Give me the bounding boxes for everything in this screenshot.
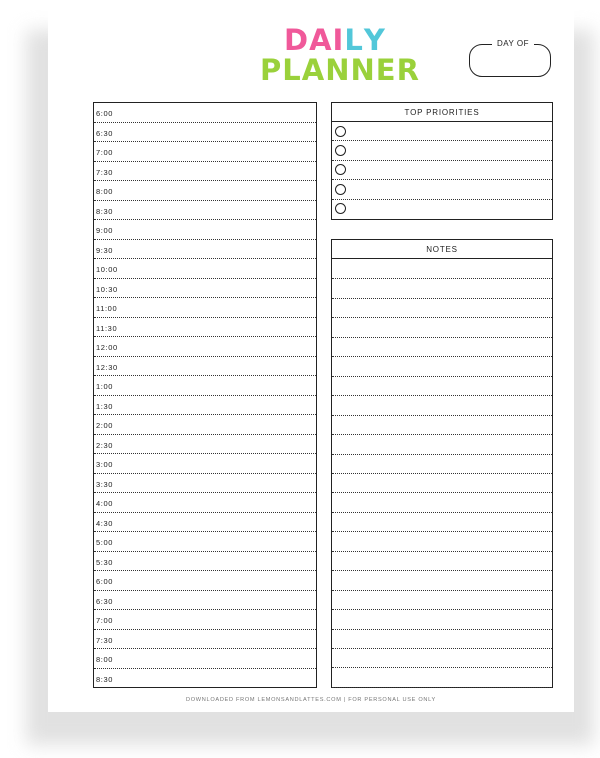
notes-line[interactable] — [332, 278, 552, 279]
time-label: 3:00 — [96, 460, 113, 469]
top-priorities-box — [331, 102, 553, 220]
time-label: 11:00 — [96, 304, 118, 313]
schedule-row[interactable] — [94, 318, 316, 338]
notes-line[interactable] — [332, 492, 552, 493]
time-label: 5:30 — [96, 557, 113, 567]
notes-line[interactable] — [332, 454, 552, 455]
notes-line[interactable] — [332, 570, 552, 571]
time-label: 6:30 — [96, 128, 113, 138]
notes-line[interactable] — [332, 648, 552, 649]
schedule-row[interactable] — [94, 513, 316, 533]
time-label: 6:00 — [96, 109, 113, 118]
notes-line[interactable] — [332, 415, 552, 416]
time-label: 4:30 — [96, 518, 113, 528]
planner-page — [48, 5, 574, 712]
schedule-row[interactable] — [94, 103, 316, 123]
priority-row[interactable] — [332, 122, 552, 141]
title-letter: I — [332, 23, 345, 57]
schedule-row[interactable] — [94, 162, 316, 182]
schedule-row[interactable] — [94, 435, 316, 455]
time-label: 9:00 — [96, 226, 113, 235]
time-label: 2:00 — [96, 421, 113, 430]
time-label: 9:30 — [96, 245, 113, 255]
schedule-row[interactable] — [94, 298, 316, 318]
time-label: 8:00 — [96, 655, 113, 664]
notes-line[interactable] — [332, 667, 552, 668]
checkbox-circle-icon[interactable] — [335, 184, 346, 195]
schedule-row[interactable] — [94, 396, 316, 416]
schedule-row[interactable] — [94, 649, 316, 669]
title-letter: Y — [363, 23, 386, 57]
schedule-row[interactable] — [94, 610, 316, 630]
time-label: 1:30 — [96, 401, 113, 411]
priority-row[interactable] — [332, 161, 552, 180]
day-of-label: DAY OF — [492, 38, 534, 50]
time-label: 10:00 — [96, 265, 118, 274]
notes-line[interactable] — [332, 317, 552, 318]
notes-line[interactable] — [332, 531, 552, 532]
schedule-row[interactable] — [94, 357, 316, 377]
notes-line[interactable] — [332, 687, 552, 688]
time-label: 2:30 — [96, 440, 113, 450]
notes-line[interactable] — [332, 590, 552, 591]
notes-header: NOTES — [332, 240, 552, 259]
notes-line[interactable] — [332, 395, 552, 396]
schedule-row[interactable] — [94, 220, 316, 240]
notes-line[interactable] — [332, 609, 552, 610]
schedule-row[interactable] — [94, 181, 316, 201]
time-label: 7:00 — [96, 148, 113, 157]
notes-box — [331, 239, 553, 688]
time-label: 8:00 — [96, 187, 113, 196]
title-letter: N — [350, 53, 376, 87]
time-label: 12:00 — [96, 343, 118, 352]
notes-line[interactable] — [332, 473, 552, 474]
time-label: 6:00 — [96, 577, 113, 586]
schedule-row[interactable] — [94, 415, 316, 435]
footer-credit: DOWNLOADED FROM LEMONSANDLATTES.COM | FOR PERSONAL USE ONLY — [186, 697, 436, 703]
notes-line[interactable] — [332, 337, 552, 338]
schedule-row[interactable] — [94, 376, 316, 396]
time-label: 7:00 — [96, 616, 113, 625]
notes-line[interactable] — [332, 629, 552, 630]
title-letter: A — [301, 53, 326, 87]
schedule-row[interactable] — [94, 259, 316, 279]
title-letter: N — [325, 53, 351, 87]
day-of-field[interactable] — [469, 39, 551, 77]
notes-line[interactable] — [332, 376, 552, 377]
schedule-row[interactable] — [94, 552, 316, 572]
title-letter: L — [282, 53, 302, 87]
top-priorities-header: TOP PRIORITIES — [332, 103, 552, 122]
title-letter: L — [344, 23, 364, 57]
title-letter: D — [284, 23, 310, 57]
priority-row[interactable] — [332, 200, 552, 219]
time-label: 11:30 — [96, 323, 118, 333]
notes-line[interactable] — [332, 551, 552, 552]
notes-line[interactable] — [332, 512, 552, 513]
title-letter: A — [309, 23, 333, 57]
schedule-row[interactable] — [94, 337, 316, 357]
priority-row[interactable] — [332, 141, 552, 160]
checkbox-circle-icon[interactable] — [335, 126, 346, 137]
time-label: 6:30 — [96, 596, 113, 606]
schedule-row[interactable] — [94, 591, 316, 611]
schedule-row[interactable] — [94, 571, 316, 591]
schedule-row[interactable] — [94, 669, 316, 689]
time-label: 8:30 — [96, 206, 113, 216]
time-label: 8:30 — [96, 674, 113, 684]
schedule-row[interactable] — [94, 532, 316, 552]
schedule-row[interactable] — [94, 240, 316, 260]
title-letter: E — [375, 53, 397, 87]
schedule-row[interactable] — [94, 201, 316, 221]
schedule-row[interactable] — [94, 142, 316, 162]
title-letter: R — [396, 53, 420, 87]
schedule-row[interactable] — [94, 630, 316, 650]
notes-line[interactable] — [332, 298, 552, 299]
notes-line[interactable] — [332, 356, 552, 357]
notes-line[interactable] — [332, 434, 552, 435]
priority-row[interactable] — [332, 180, 552, 199]
time-label: 1:00 — [96, 382, 113, 391]
time-label: 3:30 — [96, 479, 113, 489]
time-label: 12:30 — [96, 362, 118, 372]
checkbox-circle-icon[interactable] — [335, 164, 346, 175]
title-letter: P — [260, 53, 283, 87]
schedule-row[interactable] — [94, 123, 316, 143]
time-label: 7:30 — [96, 635, 113, 645]
title-daily — [284, 25, 600, 55]
schedule-row[interactable] — [94, 493, 316, 513]
hourly-schedule — [93, 102, 317, 688]
time-label: 4:00 — [96, 499, 113, 508]
schedule-row[interactable] — [94, 279, 316, 299]
time-label: 10:30 — [96, 284, 118, 294]
checkbox-circle-icon[interactable] — [335, 145, 346, 156]
checkbox-circle-icon[interactable] — [335, 203, 346, 214]
time-label: 7:30 — [96, 167, 113, 177]
schedule-row[interactable] — [94, 474, 316, 494]
schedule-row[interactable] — [94, 454, 316, 474]
time-label: 5:00 — [96, 538, 113, 547]
